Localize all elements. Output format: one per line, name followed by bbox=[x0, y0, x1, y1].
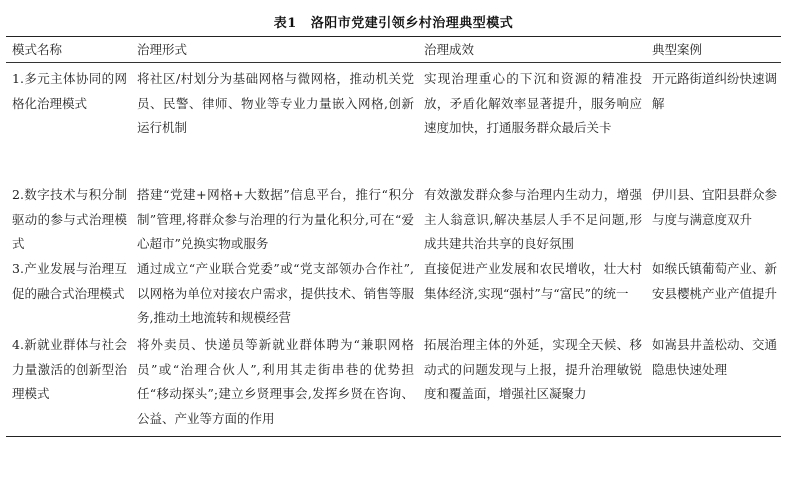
cell-governance-effect: 实现治理重心的下沉和资源的精准投放，矛盾化解效率显著提升，服务响应速度加快，打通服务群众最后关卡 bbox=[424, 71, 642, 135]
cell-governance-form: 将社区/村划分为基础网格与微网格，推动机关党员、民警、律师、物业等专业力量嵌入网格,创新运行机制 bbox=[137, 71, 414, 135]
table-caption-label: 表1 bbox=[273, 16, 297, 31]
cell-model-name: 1.多元主体协同的网格化治理模式 bbox=[12, 71, 127, 111]
table-row bbox=[6, 183, 781, 257]
cell-governance-form: 通过成立“产业联合党委”或“党支部领办合作社”,以网格为单位对接农户需求，提供技术、销售等服务,推动土地流转和规模经营 bbox=[137, 261, 414, 325]
table-caption-title: 洛阳市党建引领乡村治理典型模式 bbox=[310, 16, 514, 31]
header-governance-effect: 治理成效 bbox=[418, 37, 646, 63]
table-caption bbox=[0, 12, 787, 31]
table-header-row bbox=[6, 37, 781, 63]
table-row bbox=[6, 333, 781, 437]
cell-governance-effect: 拓展治理主体的外延，实现全天候、移动式的问题发现与上报，提升治理敏锐度和覆盖面，增强社区凝聚力 bbox=[424, 337, 642, 401]
cell-model-name: 4.新就业群体与社会力量激活的创新型治理模式 bbox=[12, 337, 127, 401]
governance-models-table bbox=[6, 36, 781, 437]
cell-typical-case: 如嵩县井盖松动、交通隐患快速处理 bbox=[652, 337, 778, 377]
table-row bbox=[6, 257, 781, 333]
cell-governance-form: 搭建“党建+网格+大数据”信息平台，推行“积分制”管理,将群众参与治理的行为量化积分,可在“爱心超市”兑换实物或服务 bbox=[137, 187, 414, 251]
cell-governance-effect: 有效激发群众参与治理内生动力，增强主人翁意识,解决基层人手不足问题,形成共建共治共享的良好氛围 bbox=[424, 187, 642, 251]
cell-model-name: 3.产业发展与治理互促的融合式治理模式 bbox=[12, 261, 127, 301]
table-row bbox=[6, 63, 781, 184]
cell-model-name: 2.数字技术与积分制驱动的参与式治理模式 bbox=[12, 187, 127, 251]
cell-typical-case: 如缑氏镇葡萄产业、新安县樱桃产业产值提升 bbox=[652, 261, 778, 301]
cell-governance-effect: 直接促进产业发展和农民增收，壮大村集体经济,实现“强村”与“富民”的统一 bbox=[424, 261, 642, 301]
header-governance-form: 治理形式 bbox=[131, 37, 418, 63]
header-model-name: 模式名称 bbox=[6, 37, 131, 63]
cell-typical-case: 伊川县、宜阳县群众参与度与满意度双升 bbox=[652, 187, 778, 227]
cell-typical-case: 开元路街道纠纷快速调解 bbox=[652, 71, 778, 111]
header-typical-case: 典型案例 bbox=[646, 37, 781, 63]
cell-governance-form: 将外卖员、快递员等新就业群体聘为“兼职网格员”或“治理合伙人”,利用其走街串巷的优势担任“移动探头”;建立乡贤理事会,发挥乡贤在咨询、公益、产业等方面的作用 bbox=[137, 337, 414, 426]
